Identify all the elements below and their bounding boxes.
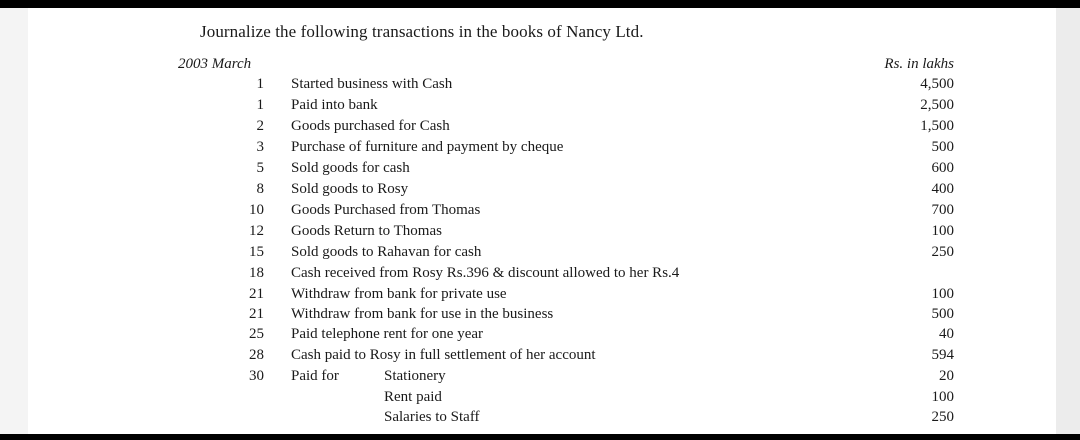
transaction-amount: 2,500 <box>920 97 954 113</box>
transaction-row <box>0 118 1080 138</box>
transaction-day: 21 <box>249 306 264 322</box>
transaction-amount: 40 <box>939 326 954 342</box>
transaction-row <box>0 265 1080 285</box>
transaction-amount: 400 <box>931 181 954 197</box>
transaction-day: 21 <box>249 286 264 302</box>
bottom-border <box>0 434 1080 440</box>
transaction-day: 1 <box>256 97 264 113</box>
transaction-amount: 1,500 <box>920 118 954 134</box>
transaction-description: Goods purchased for Cash <box>291 118 450 134</box>
transaction-row <box>0 223 1080 243</box>
transaction-day: 15 <box>249 244 264 260</box>
transaction-row <box>0 409 1080 429</box>
transaction-row <box>0 244 1080 264</box>
transaction-amount: 100 <box>931 286 954 302</box>
transaction-row <box>0 306 1080 326</box>
transaction-description: Sold goods to Rosy <box>291 181 409 197</box>
transaction-day: 5 <box>256 160 264 176</box>
transaction-day: 10 <box>249 202 264 218</box>
top-border <box>0 0 1080 8</box>
transaction-description: Goods Return to Thomas <box>291 223 442 239</box>
transaction-day: 28 <box>249 347 264 363</box>
transaction-amount: 100 <box>931 223 954 239</box>
transaction-amount: 4,500 <box>920 76 954 92</box>
transaction-description: Purchase of furniture and payment by cheque <box>291 139 564 155</box>
transaction-amount: 250 <box>931 244 954 260</box>
transaction-day: 8 <box>256 181 264 197</box>
transaction-day: 1 <box>256 76 264 92</box>
transaction-description: Paid for <box>291 368 339 384</box>
transaction-day: 25 <box>249 326 264 342</box>
transaction-detail: Stationery <box>384 368 446 384</box>
transaction-description: Cash received from Rosy Rs.396 & discount allowed to her Rs.4 <box>291 265 680 281</box>
transaction-description: Withdraw from bank for private use <box>291 286 507 302</box>
transaction-day: 12 <box>249 223 264 239</box>
transaction-amount: 700 <box>931 202 954 218</box>
transaction-row <box>0 347 1080 367</box>
transaction-description: Paid into bank <box>291 97 378 113</box>
transaction-amount: 250 <box>931 409 954 425</box>
amount-heading: Rs. in lakhs <box>884 56 954 72</box>
transaction-amount: 20 <box>939 368 954 384</box>
transaction-day: 3 <box>256 139 264 155</box>
transaction-row <box>0 389 1080 409</box>
transaction-row <box>0 76 1080 96</box>
transaction-row <box>0 97 1080 117</box>
transaction-amount: 594 <box>931 347 954 363</box>
transaction-row <box>0 181 1080 201</box>
transaction-description: Sold goods to Rahavan for cash <box>291 244 482 260</box>
date-heading: 2003 March <box>178 56 252 72</box>
transaction-row <box>0 326 1080 346</box>
transaction-detail: Salaries to Staff <box>384 409 480 425</box>
transaction-amount: 500 <box>931 306 954 322</box>
transaction-amount: 100 <box>931 389 954 405</box>
transaction-description: Goods Purchased from Thomas <box>291 202 481 218</box>
transaction-row <box>0 202 1080 222</box>
transaction-day: 18 <box>249 265 264 281</box>
transaction-description: Started business with Cash <box>291 76 453 92</box>
transaction-row <box>0 160 1080 180</box>
transaction-description: Sold goods for cash <box>291 160 410 176</box>
transaction-row <box>0 368 1080 388</box>
transaction-amount: 500 <box>931 139 954 155</box>
transaction-day: 30 <box>249 368 264 384</box>
transaction-detail: Rent paid <box>384 389 442 405</box>
transaction-row <box>0 139 1080 159</box>
document-title: Journalize the following transactions in the books of Nancy Ltd. <box>200 22 644 41</box>
transaction-description: Cash paid to Rosy in full settlement of her account <box>291 347 596 363</box>
transaction-row <box>0 286 1080 306</box>
transaction-amount: 600 <box>931 160 954 176</box>
transaction-description: Paid telephone rent for one year <box>291 326 484 342</box>
transaction-day: 2 <box>256 118 264 134</box>
transaction-description: Withdraw from bank for use in the business <box>291 306 554 322</box>
